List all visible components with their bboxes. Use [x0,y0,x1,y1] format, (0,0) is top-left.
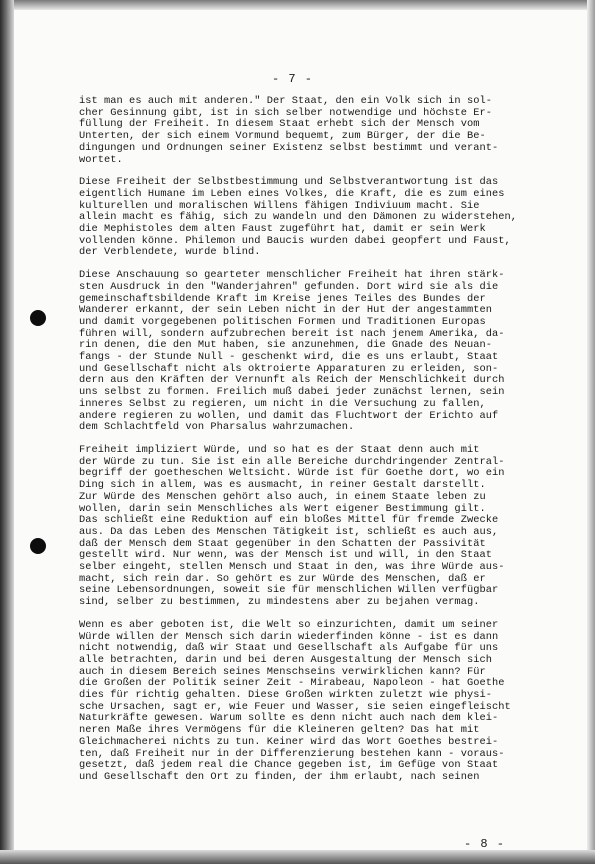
page-number: - 7 - [272,72,314,86]
text-line: Naturkräfte gewesen. Warum sollte es denn nicht auch nach dem klei- [79,712,499,725]
text-line: der Verblendete, wurde blind. [79,246,261,259]
paragraph [79,177,565,259]
text-line: eigentlich Humane im Leben eines Volkes, die Kraft, die es zum eines [79,187,505,200]
text-line: und damit vorgegebenen politischen Formen und Traditionen Europas [79,315,486,328]
text-line: dingungen und Ordnungen seiner Existenz selbst bestimmt und verant- [79,141,499,154]
text-line: daß der Mensch dem Staat gegenüber in den Schatten der Passivität [79,537,486,550]
text-line: und Gesellschaft nicht als oktroierte Apparaturen zu erleiden, son- [79,362,499,375]
scan-border-right [587,0,595,864]
paragraph [79,620,565,784]
text-line: seine Lebensordnungen, soweit sie für menschlichen Willen verfügbar [79,584,499,597]
text-line: Gleichmacherei nichts zu tun. Keiner wird das Wort Goethes bestrei- [79,735,499,748]
text-line: Freiheit impliziert Würde, und so hat es der Staat denn auch mit [79,443,480,456]
text-line: kulturellen und moralischen Willens fähigen Indiviuum macht. Sie [79,199,480,212]
text-line: und Gesellschaft den Ort zu finden, der ihm erlaubt, nach seinen [79,770,480,783]
text-line: auch in diesem Bereich seines Menschseins verwirklichen kann? Für [79,665,486,678]
text-line: dern aus den Kräften der Vernunft als Reich der Menschlichkeit durch [79,374,505,387]
text-line: selber eingeht, stellen Mensch und Staat in den, was ihre Würde aus- [79,561,505,574]
text-line: gemeinschaftsbildende Kraft im Kreise jenes Teiles des Bundes der [79,292,486,305]
text-line: ist man es auch mit anderen." Der Staat, den ein Volk sich in sol- [79,95,492,107]
body-text [79,96,565,795]
scan-border-top [0,0,595,10]
text-line: inneres Selbst zu regieren, um nicht in die Versuchung zu fallen, [79,397,486,410]
paragraph [79,445,565,609]
paragraph [79,270,565,434]
text-line: Unterten, der sich einem Vormund bequemt, zum Bürger, der die Be- [79,130,486,143]
text-line: alle betrachten, darin und bei deren Ausgestaltung der Mensch sich [79,653,492,666]
text-line: uns selbst zu formen. Freilich muß dabei jeder zunächst lernen, sein [79,386,505,399]
text-line: gesetzt, daß jedem real die Chance gegeben ist, im Gefüge von Staat [79,759,499,772]
text-line: neren Maße ihres Vermögens für die Kleineren gelten? Das hat mit [79,724,480,737]
text-line: aus. Da das Leben des Menschen Tätigkeit ist, schließt es auch aus, [79,525,499,538]
text-line: führen will, sondern aufzubrechen bereit ist nach jenem Amerika, da- [79,327,505,340]
text-line: die Großen der Politik seiner Zeit - Mirabeau, Napoleon - hat Goethe [79,677,505,690]
text-line: wortet. [79,153,123,166]
paragraph [79,96,565,166]
text-line: vollenden könne. Philemon und Baucis wurden dabei geopfert und Faust, [79,234,511,247]
text-line: Würde willen der Mensch sich darin wiederfinden könne - ist es dann [79,630,499,643]
text-line: Das schließt eine Reduktion auf ein bloßes Mittel für fremde Zwecke [79,514,499,527]
text-line: allein macht es fähig, sich zu wandeln und den Dämonen zu widerstehen, [79,211,518,224]
text-line: Wenn es aber geboten ist, die Welt so einzurichten, damit um seiner [79,618,499,631]
text-line: dem Schlachtfeld von Pharsalus wahrzumachen. [79,421,355,434]
text-line: Diese Anschauung so gearteter menschlicher Freiheit hat ihren stärk- [79,269,505,282]
text-line: füllung der Freiheit. In diesem Staat erhebt sich der Mensch vom [79,118,480,131]
next-page-marker: - 8 - [464,837,506,851]
text-line: gestellt wird. Nur wenn, was der Mensch ist und will, in den Staat [79,549,492,562]
punch-hole-bottom [30,538,46,554]
text-line: begriff der goetheschen Weltsicht. Würde ist für Goethe dort, wo ein [79,467,505,480]
text-line: rin denen, die den Mut haben, sie anzunehmen, die Gnade des Neuan- [79,339,492,352]
text-line: sind, selber zu bestimmen, zu mindestens aber zu bejahen vermag. [79,596,480,609]
text-line: andere regieren zu wollen, und damit das Fluchtwort der Erichto auf [79,409,499,422]
scan-border-bottom [0,850,595,864]
text-line: cher Gesinnung gibt, ist in sich selber notwendige und höchste Er- [79,106,492,119]
text-line: Diese Freiheit der Selbstbestimmung und Selbstverantwortung ist das [79,176,499,189]
scan-border-left [0,0,14,864]
text-line: Wanderer erkannt, der sein Leben nicht in der Hut der angestammten [79,304,492,317]
text-line: fangs - der Stunde Null - geschenkt wird, die es uns erlaubt, Staat [79,351,499,364]
text-line: sche Ursachen, sagt er, wie Feuer und Wasser, sie seien eingefleischt [79,700,511,713]
text-line: nicht notwendig, daß wir Staat und Gesellschaft als Aufgabe für uns [79,642,499,655]
text-line: dies für richtig gehalten. Diese Großen wirkten zuletzt wie physi- [79,689,492,702]
text-line: Ding sich in allem, was es ausmacht, in reiner Gestalt darstellt. [79,479,486,492]
text-line: wollen, darin sein Menschliches als Wert eigener Bestimmung gilt. [79,502,486,515]
text-line: die Mephistoles dem alten Faust zugeführt hat, damit er sein Werk [79,223,486,236]
text-line: Zur Würde des Menschen gehört also auch, in einem Staate leben zu [79,490,486,503]
text-line: macht, sich rein dar. So gehört es zur Würde des Menschen, daß er [79,572,486,585]
text-line: sten Ausdruck in den "Wanderjahren" gefunden. Dort wird sie als die [79,280,499,293]
text-line: ten, daß Freiheit nur in der Differenzierung bestehen kann - voraus- [79,747,505,760]
punch-hole-top [30,310,46,326]
text-line: der Würde zu tun. Sie ist ein alle Bereiche durchdringender Zentral- [79,455,505,468]
